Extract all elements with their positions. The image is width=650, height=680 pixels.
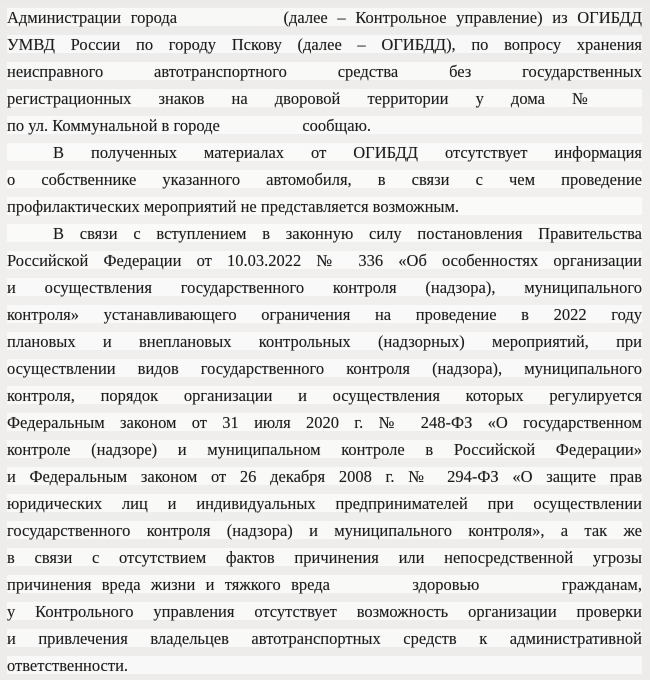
text-line: о собственнике указанного автомобиля, в связи с чем проведение — [7, 166, 642, 193]
text-line: и осуществления государственного контроля (надзора), муниципального — [7, 274, 642, 301]
text-line: контроле (надзоре) и муниципальном контроле в Российской Федерации» — [7, 436, 642, 463]
text-line: ответственности. — [7, 652, 642, 679]
text-line: и привлечения владельцев автотранспортных средств к административной — [7, 625, 642, 652]
text-line: плановых и внеплановых контрольных (надзорных) мероприятий, при — [7, 328, 642, 355]
text-line: Российской Федерации от 10.03.2022 № 336 «Об особенностях организации — [7, 247, 642, 274]
text-line: регистрационных знаков на дворовой территории у дома № — [7, 85, 642, 112]
text-line: В полученных материалах от ОГИБДД отсутствует информация — [7, 139, 642, 166]
text-line: контроля, порядок организации и осуществления которых регулируется — [7, 382, 642, 409]
text-line: государственного контроля (надзора) и муниципального контроля», а так же — [7, 517, 642, 544]
text-line: и Федеральным законом от 26 декабря 2008 г. № 294-ФЗ «О защите прав — [7, 463, 642, 490]
text-line: профилактических мероприятий не представляется возможным. — [7, 193, 642, 220]
letter-body — [7, 4, 642, 679]
text-line: осуществлении видов государственного контроля (надзора), муниципального — [7, 355, 642, 382]
text-line: В связи с вступлением в законную силу постановления Правительства — [7, 220, 642, 247]
text-line: у Контрольного управления отсутствует возможность организации проверки — [7, 598, 642, 625]
text-line: Администрации города (далее – Контрольное управление) из ОГИБДД — [7, 4, 642, 31]
text-line: юридических лиц и индивидуальных предпринимателей при осуществлении — [7, 490, 642, 517]
text-line: неисправного автотранспортного средства без государственных — [7, 58, 642, 85]
text-line: причинения вреда жизни и тяжкого вреда здоровью гражданам, — [7, 571, 642, 598]
text-line: в связи с отсутствием фактов причинения или непосредственной угрозы — [7, 544, 642, 571]
text-line: Федеральным законом от 31 июля 2020 г. № 248-ФЗ «О государственном — [7, 409, 642, 436]
text-line: УМВД России по городу Пскову (далее – ОГИБДД), по вопросу хранения — [7, 31, 642, 58]
text-line: по ул. Коммунальной в городе сообщаю. — [7, 112, 642, 139]
text-line: контроля» устанавливающего ограничения на проведение в 2022 году — [7, 301, 642, 328]
